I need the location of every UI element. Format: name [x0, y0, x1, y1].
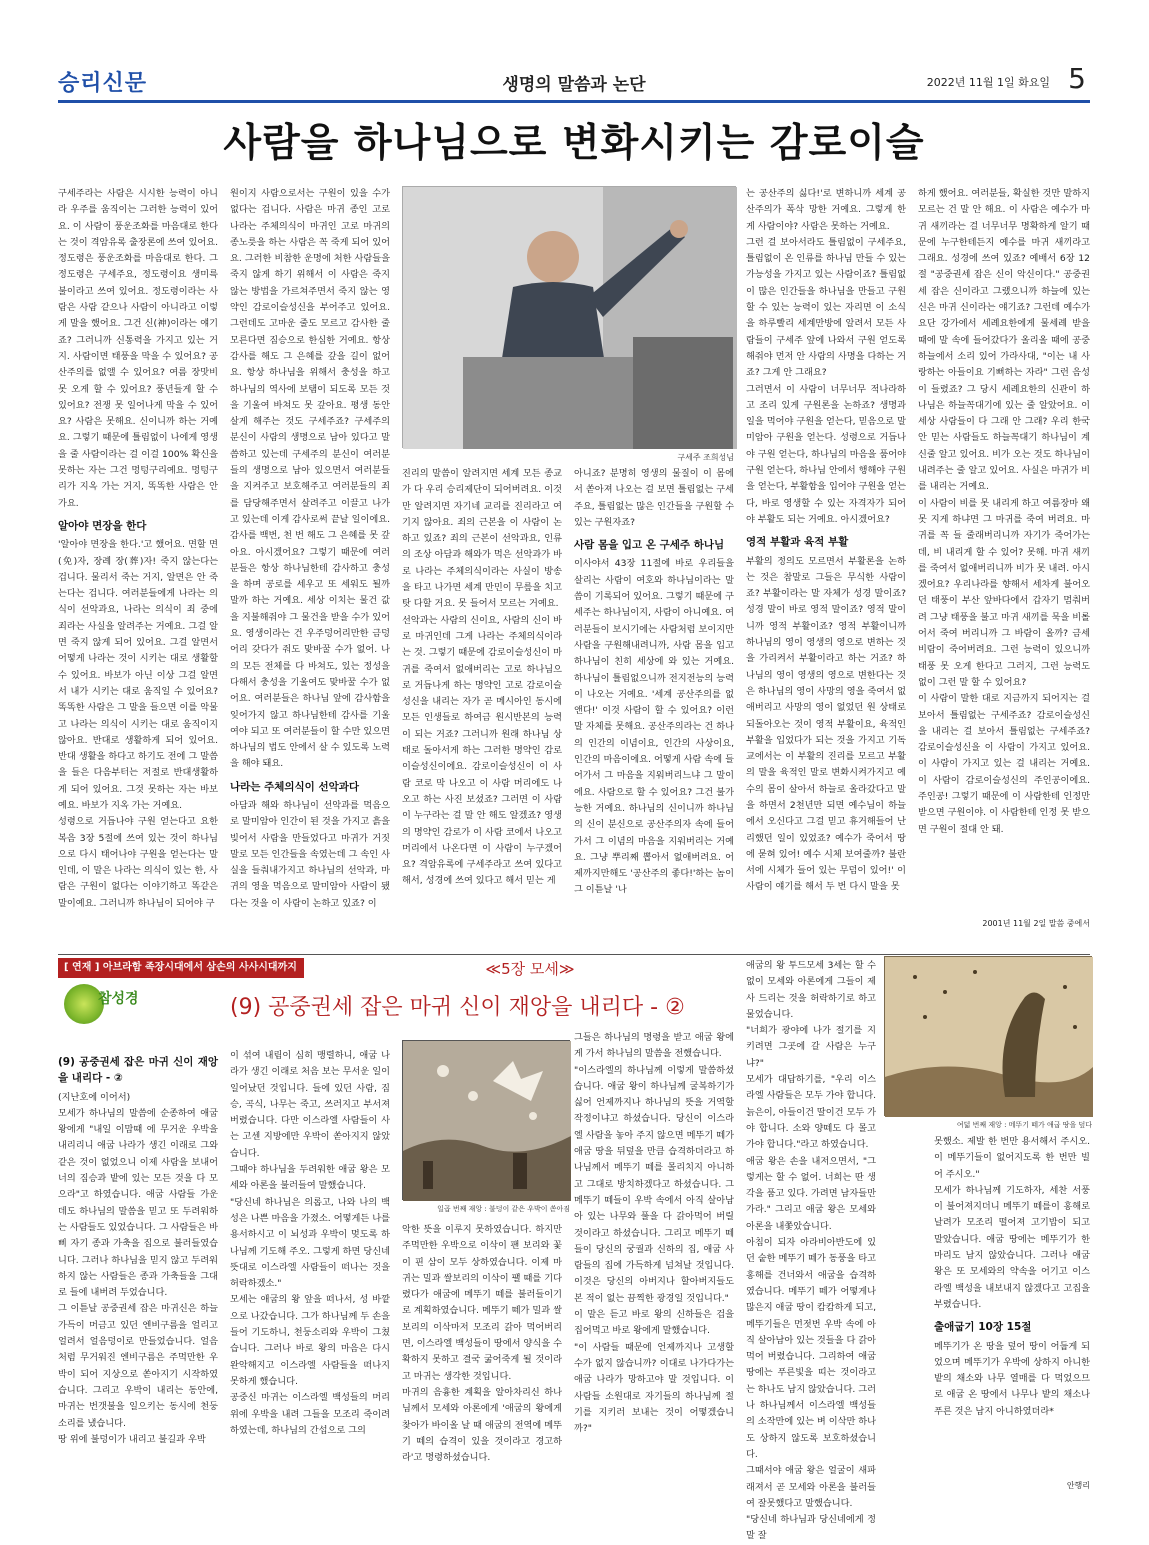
speaker-photo — [402, 186, 736, 448]
serial-paragraph: 그 이튿날 공중권세 잡은 마귀신은 하늘 가득이 머금고 있던 엔비구름을 얼리고 얼려서 얼음덩이로 만들었습니다. 얼음처럼 무거워진 엔비구름은 주먹만한 우박이 되어 지상으로 쏟아지기 시작하였습니다. 그리고 우박이 내리는 동안에, 마귀는 번갯불을 일으키는 동시에 천둥소리를 냈습니다. — [58, 1303, 218, 1429]
serial-paragraph: 아침이 되자 아라비아반도에 있던 숱한 메뚜기 떼가 동풍을 타고 홍해를 건너와서 애굽을 습격하였습니다. 메뚜기 떼가 어떻게나 많은지 애굽 땅이 캄캄하게 되고, 메뚜기들은 먼젓번 우박 속에 아직 살아남아 있는 것들을 다 갉아먹어 버렸습니다. 그리하여 애굽 땅에는 푸른빛을 띠는 것이라고는 하나도 남지 않았습니다. 그러나 하나님께서 이스라엘 백성들의 소작만에 있는 벼 이삭만 하나도 상하지 않도록 보호하셨습니다. — [746, 1237, 876, 1460]
article-paragraph: 그러면서 이 사람이 너무너무 적나라하고 조리 있게 구원론을 논하죠? 생명과일을 먹어야 구원을 얻는다, 믿음으로 말미암아 구원을 얻는다. 성령으로 거듭나야 구원 얻는다, 하나님의 마음을 품어야 구원 얻는다, 하나님 안에서 행해야 구원을 얻는다, 부활함을 입어야 구원을 얻는다, 바로 영생할 수 있는 자격자가 되어야 부활도 되는 거예요. 아시겠어요? — [746, 383, 906, 525]
serial-paragraph: 애굽의 왕 투드모세 3세는 할 수 없이 모세와 아론에게 그들이 제사 드리는 것을 허락하기로 하고 물었습니다. — [746, 960, 876, 1020]
article-column-1 — [58, 186, 218, 948]
serial-paragraph: 이 말은 듣고 바로 왕의 신하들은 겁을 집어먹고 바로 왕에게 말했습니다. — [574, 1309, 734, 1337]
serial-paragraph: "당신네 하나님과 당신네에게 정말 잘 — [746, 1514, 876, 1542]
serial-paragraph: 마귀의 음흉한 계획을 알아차리신 하나님께서 모세와 아론에게 '애굽의 왕에게 찾아가 바이올 날 때 애굽의 전역에 메뚜기 떼의 습격이 있을 것이라고 경고하라'고 명령하셨습니다. — [402, 1386, 562, 1464]
article-paragraph: 진리의 말씀이 알려지면 세계 모든 종교가 다 우리 승리제단이 되어버려요. 이것만 알려지면 자기네 교리를 진리라고 여기지 않아요. 죄의 근본을 이 사람이 논하고 있죠? 죄의 근본이 선악과요, 인류의 조상 아담과 해와가 먹은 선악과가 바로 나라는 주체의식이라는 사실이 방송을 타고 나가면 세계 만민이 무릎을 치고 탓 다할 거요. 못 들어서 모르는 거예요. — [402, 468, 562, 610]
speaker-photo-illustration — [403, 187, 737, 449]
article-paragraph: 성령으로 거듭나야 구원 얻는다고 요한복음 3장 5절에 쓰여 있는 것이 하나님으로 다시 태어나야 구원을 얻는다는 말인데, 이 말은 나라는 의식이 있는 한, 사람은 구원이 없다는 이야기하고 똑같은 말이예요. 그러니까 하나님이 되어야 구 — [58, 816, 218, 909]
article-paragraph: 하게 했어요. 여러분들, 확실한 것만 말하지 모르는 건 말 안 해요. 이 사람은 예수가 마귀 새끼라는 걸 너무너무 명확하게 알기 때문에 누구한테든지 예수를 마귀 새끼라고 그래요. 성경에 쓰여 있죠? 예배서 6장 12절 "공중권세 잡은 신이 악신이다." 공중권세 잡은 신이라고 그랬으니까 하늘에 있는 신은 마귀 신이라는 얘기죠? 그런데 예수가 요단 강가에서 세례요한에게 물세례 받을 때에 말 속에 들어갔다가 올리올 때에 공중하늘에서 소리 있어 가라사대, "이는 내 사랑하는 아들이요 기뻐하는 자라" 그런 음성이 들렸죠? 그 당시 세례요한의 신관이 하나님은 하늘꼭대기에 있는 줄 알았어요. 이 세상 사람들이 다 그래 안 그래? 우리 한국 안 믿는 사람들도 하늘꼭대기 하나님이 계신줄 알고 있어요. 비가 오는 것도 하나님이 내려주는 줄 알고 있어요. 사실은 마귀가 비를 내리는 거예요. — [918, 188, 1090, 493]
locust-caption: 여덟 번째 재앙 : 메뚜기 떼가 애굽 땅을 덮다 — [956, 1121, 1092, 1129]
scripture-reference: 출애굽기 10장 15절 — [934, 1321, 1032, 1334]
article-subheading: 나라는 주체의식이 선악과다 — [230, 780, 360, 793]
masthead — [58, 62, 1090, 100]
article-paragraph: 원이지 사람으로서는 구원이 있을 수가 없다는 겁니다. 사람은 마귀 종인 고로 나라는 주체의식이 마귀인 고로 마귀의 종노릇을 하는 사람은 꼭 죽게 되어 있어요. 그러한 비참한 운명에 처한 사람들을 죽지 않게 하기 위해서 이 사람은 죽지 않는 방법을 가르쳐주면서 죽지 않는 영약인 감로이슬성신을 부어주고 있어요. 그런데도 고마운 줄도 모르고 감사한 줄 모른다면 짐승으로 한심한 거예요. 항상 감사를 해도 그 은혜를 갚을 길이 없어요. 항상 하나님을 위해서 충성을 하고 하나님의 역사에 보탬이 되도록 모든 것을 기울여 바쳐도 못 갚아요. 평생 동안 살게 해주는 것도 구세주죠? 구세주의 분신이 사람의 생명으로 남아 있다고 말씀하고 있는데 구세주의 분신이 여러분들의 생명으로 남아 있으면서 여러분들을 지켜주고 보호해주고 여러분들의 죄를 담당해주면서 살려주고 이끌고 나가고 있는데 이게 감사로써 끝날 일이에요. 감사를 백번, 천 번 해도 그 은혜를 못 갚아요. 아시겠어요? 그렇기 때문에 여러분들은 항상 하나님한테 감사하고 충성을 하며 공로를 세우고 또 세워도 될까 말까 하는 거예요. 세상 이치는 물건 값을 지불해줘야 그 물건을 받을 수가 있어요. 영생이라는 건 우주덩어리만한 금덩어리 갖다가 줘도 맞바꿀 수가 없어. 나의 모든 전체를 다 바쳐도, 있는 정성을 다해서 충성을 기울여도 맞바꿀 수가 없어요. 여러분들은 하나님 앞에 감사함을 잊어가지 않고 하나님한테 감사를 기울여야 되고 또 여러분들이 할 수만 있으면 하나님의 법도 안에서 살 수 있도록 노력을 해야 돼요. — [230, 188, 390, 770]
scripture-quote: 메뚜기가 온 땅을 덮어 땅이 어둡게 되었으며 메뚜기가 우박에 상하지 아니한 밭의 채소와 나무 열매를 다 먹었으므로 애굽 온 땅에서 나무나 밭의 채소나 푸른 것은 남지 아니하였더라* — [934, 1340, 1090, 1417]
chapter-title: ≪5장 모세≫ — [485, 960, 575, 978]
serial-paragraph: 악한 뜻을 이루지 못하였습니다. 하지만 주먹만한 우박으로 이삭이 팬 보리와 꽃이 핀 삼이 모두 상하였습니다. 이제 마귀는 밀과 쌀보리의 이삭이 팰 때를 기다렸다가 애굽에 메뚜기 떼를 불러들이기로 계획하였습니다. 메뚜기 떼가 밀과 쌀보리의 이삭마저 모조리 갉아 먹어버리면, 이스라엘 백성들이 땅에서 양식을 수확하지 못하고 결국 굶어죽게 될 것이라고 마귀는 생각한 것입니다. — [402, 1224, 562, 1382]
section-title: 생명의 말씀과 논단 — [502, 75, 646, 95]
header-rule — [58, 100, 1090, 103]
article-subheading: 영적 부활과 육적 부활 — [746, 536, 849, 549]
article-paragraph: 아니죠? 분명히 영생의 물질이 이 몸에서 쏟아져 나오는 걸 보면 틀림없는 구세주요, 틀림없는 많은 인간들을 구원할 수 있는 구원자죠? — [574, 468, 734, 528]
article-subheading: 알아야 면장을 한다 — [58, 519, 147, 532]
article-column-6 — [918, 186, 1090, 912]
locust-illustration-image — [885, 957, 1093, 1117]
serial-paragraph: 이 섞여 내림이 심히 맹렬하니, 애굽 나라가 생긴 이래로 처음 보는 무서운 일이 일어났던 것입니다. 들에 있던 사람, 짐승, 곡식, 나무는 죽고, 쓰러지고 부서져 버렸습니다. 다만 이스라엘 사람들이 사는 고센 지방에만 우박이 쏟아지지 않았습니다. — [230, 1050, 390, 1159]
serial-headline: (9) 공중권세 잡은 마귀 신이 재앙을 내리다 - ② — [230, 995, 685, 1020]
article-paragraph: 부활의 정의도 모르면서 부활론을 논하는 것은 참말로 그들은 무식한 사람이죠? 부활이라는 말 자체가 성경 말이죠? 성경 말이 바로 영적 말이죠? 영적 말이니까 영적 부활이죠? 영적 부활이니까 하나님의 영이 영생의 영으로 변하는 것을 가리켜서 부활이라고 하는 거죠? 하나님의 영이 영생의 영으로 변한다는 것은 하나님의 영이 사망의 영을 죽여서 없애버리고 사망의 영이 없었던 원 상태로 되돌아오는 것이 영적 부활이요, 육적인 부활을 입었다가 되는 것을 가지고 기독교에서는 이 부활의 진리를 모르고 부활의 말을 육적인 말로 변화시켜가지고 예수의 몸이 살아서 하늘로 올라갔다고 말을 하면서 2천년만 되면 예수님이 하늘에서 오신다고 그걸 믿고 휴거해들어 난리했던 일이 있었죠? 예수가 죽어서 땅에 묻혀 있어! 예수 시체 보여줄까? 불란서에 시체가 들어 있는 무덤이 있어!' 이 사람이 얘기를 해서 두 번 다시 말을 못 — [746, 555, 906, 893]
article-paragraph: 는 공산주의 싫다!'로 변하니까 세계 공산주의가 폭삭 망한 거예요. 그렇게 한 게 사람이야? 사람은 못하는 거예요. — [746, 188, 906, 232]
issue-date: 2022년 11월 1일 화요일 — [926, 76, 1050, 89]
serial-paragraph: 애굽 왕은 손을 내저으면서, "그렇게는 할 수 없어. 너희는 딴 생각을 품고 있다. 가려면 남자들만 가라." 그리고 애굽 왕은 모세와 아론을 내쫓았습니다. — [746, 1155, 876, 1232]
article-subheading: 사람 몸을 입고 온 구세주 하나님 — [574, 539, 725, 552]
newspaper-logo: 승리신문 — [58, 71, 148, 96]
bible-logo-text: 참성경 — [98, 991, 139, 1007]
serial-paragraph: 모세는 애굽의 왕 앞을 떠나서, 성 바깥으로 나갔습니다. 그가 하나님께 두 손을 들어 기도하니, 천둥소리와 우박이 그쳤습니다. 그러나 바로 왕의 마음은 다시 완악해지고 이스라엘 사람들을 떠나지 못하게 했습니다. — [230, 1294, 390, 1387]
serial-paragraph: 그때야 하나님을 두려워한 애굽 왕은 모세와 아론을 불러들여 말했습니다. — [230, 1164, 390, 1192]
locust-illustration — [884, 956, 1092, 1116]
hail-illustration — [402, 1040, 570, 1200]
article-paragraph: '알아야 면장을 한다.'고 했어요. 면할 면(免)자, 장례 장(葬)자! 죽지 않는다는 겁니다. 물리서 죽는 거지, 알면은 안 죽는다는 겁니다. 여러분들에게 나라는 의식이 선악과요, 나라는 의식이 죄 중에 죄라는 사실을 알려주는 거예요. 그걸 알면 죽지 않게 되어 있어요. 그걸 알면서 어떻게 나라는 것이 시키는 대로 생활할 수 있어요. 바보가 아닌 이상 그걸 알면서 내가 시키는 대로 움직일 수 있어요? 똑똑한 사람은 그 말을 들으면 이를 악물고 나라는 의식이 시키는 대로 움직이지 않아요. 반대로 생활하게 되어 있어요. 반대 생활을 하다고 하기도 전에 그 말씀을 들은 다음부터는 저절로 반대생활하게 되어 있어요. 그것 못하는 자는 바보예요. 바보가 지옥 가는 거예요. — [58, 539, 218, 811]
article-source: 2001년 11월 2일 말씀 중에서 — [982, 919, 1090, 928]
serial-paragraph: 못했소. 제발 한 번만 용서해서 주시오. 이 메뚜기들이 없어지도록 한 번만 빌어 주시오." — [934, 1136, 1090, 1180]
page-number: 5 — [1068, 62, 1086, 95]
serial-paragraph: 그때서야 애굽 왕은 얼굴이 새파래져서 곧 모세와 아론을 불러들여 잘못했다고 말했습니다. — [746, 1465, 876, 1509]
serial-paragraph: "당신네 하나님은 의롭고, 나와 나의 백성은 나쁜 마음을 가졌소. 어떻게든 나를 용서하시고 이 뇌성과 우박이 멎도록 하나님께 기도해 주오. 그렇게 하면 당신네 뜻대로 이스라엘 사람들이 떠나는 것을 허락하겠소." — [230, 1196, 390, 1290]
serial-paragraph: 모세가 대답하기를, "우리 이스라엘 사람들은 모두 가야 합니다. 늙은이, 아들이건 딸이건 모두 가야 합니다. 소와 양떼도 다 몰고 가야 합니다."라고 하였습니다. — [746, 1074, 876, 1151]
serial-paragraph: 땅 위에 불덩이가 내리고 불길과 우박 — [58, 1433, 206, 1445]
serial-column-2 — [230, 1048, 390, 1496]
serial-paragraph: 그들은 하나님의 명령을 받고 애굽 왕에게 가서 하나님의 말씀을 전했습니다. — [574, 1032, 734, 1060]
article-column-4 — [574, 466, 734, 948]
serial-column-3 — [402, 1222, 562, 1496]
article-paragraph: 아담과 해와 하나님이 선악과를 먹음으로 말미암아 인간이 된 것을 가지고 흙을 빚어서 사람을 만들었다고 마귀가 거짓말로 모든 인간들을 속였는데 그 속인 사실을 들춰내가지고 하나님의 선악과, 마귀의 영을 먹음으로 말미암아 사람이 됐다는 것을 이 사람이 논하고 있죠? 이 — [230, 799, 390, 909]
serial-paragraph: "이 사람들 때문에 언제까지나 고생할 수가 없지 않습니까? 이대로 나가다가는 애굽 나라가 망하고야 말 것입니다. 이 사람들 소원대로 자기들의 하나님께 절기를 지키러 보내는 것이 어떻겠습니까?" — [574, 1341, 734, 1435]
article-paragraph: 구세주라는 사람은 시시한 능력이 아니라 우주를 움직이는 그러한 능력이 있어요. 이 사람이 풍운조화를 마음대로 한다는 것이 격암유록 출장론에 쓰여 있어요. 정도령은 풍운조화를 마음대로 한다. 그 정도령은 구세주요, 정도령이요 생미륵불이라고 쓰여 있어요. 정도령이라는 사람은 사람 같으나 사람이 아니라고 이렇게 말을 했어요. 그건 신(神)이라는 얘기죠? 그러니까 신통력을 가지고 있는 거지. 사람이면 태풍을 막을 수 있어요? 공산주의를 없앨 수 있어요? 여름 장맛비 못 오게 할 수 있어요? 풍년들게 할 수 있어요? 전쟁 못 일어나게 막을 수 있어요? 사람은 못해요. 신이니까 하는 거예요. 그렇기 때문에 틀림없이 나에게 영생을 줄 사람이라는 걸 이걸 100% 확신을 못하는 자는 그건 멍텅구리예요. 멍텅구리가 지옥 가는 거지, 똑똑한 사람은 안 가요. — [58, 188, 218, 509]
serial-paragraph: 모세가 하나님의 말씀에 순종하여 애굽 왕에게 "내일 이맘때 에 무거운 우박을 내리리니 애굽 나라가 생긴 이래로 그와 같은 것이 없었으니 이제 사람을 보내어 너의 짐승과 밭에 있는 모든 것을 다 모으라"고 하였습니다. 애굽 사람들 가운데도 하나님의 말씀을 믿고 또 두려워하는 사람들도 있었습니다. 그 사람들은 바삐 자기 종과 가축을 집으로 불러들였습니다. 그러나 하나님을 믿지 않고 두려워하지 않는 사람들은 종과 가축들을 그대로 들에 내버려 두었습니다. — [58, 1107, 218, 1299]
serial-column-6 — [934, 1134, 1090, 1480]
serial-column-5 — [746, 958, 876, 1542]
serial-label: [ 연재 ] 아브라함 족장시대에서 삼손의 사사시대까지 — [58, 958, 304, 978]
article-paragraph: 이사야서 43장 11절에 바로 우리들을 살리는 사람이 여호와 하나님이라는 말씀이 기록되어 있어요. 그렇기 때문에 구세주는 하나님이지, 사람이 아니예요. 여러분들이 보시기에는 사람처럼 보이지만 사람을 구원해내려니까, 사람 몸을 입고 하나님이 친히 세상에 와 있는 거예요. 하나님이 틀림없으니까 전지전능의 능력이 나오는 거예요. '세계 공산주의를 없앤다!' 이것 사람이 할 수 있어요? 이런 말 자체를 못해요. 공산주의라는 건 하나의 인간의 이념이요, 인간의 사상이요, 인간의 마음이에요. 어떻게 사람 속에 들어가서 그 마음을 지워버리느냐 그 말이에요. 사람으로 할 수 있어요? 그건 불가능한 거예요. 하나님의 신이니까 하나님의 신이 분신으로 공산주의자 속에 들어가서 그 이념의 마음을 지워버리는 거예요. 그냥 뿌리째 뽑아서 없애버려요. 어제까지만해도 '공산주의 좋다!'하는 놈이 그 이튿날 '나 — [574, 558, 734, 896]
hail-illustration-image — [403, 1041, 571, 1201]
serial-author: 안행리 — [1066, 1481, 1090, 1490]
article-column-5 — [746, 186, 906, 948]
serial-paragraph: "너희가 광야에 나가 절기를 지키려면 그곳에 갈 사람은 누구냐?" — [746, 1025, 876, 1069]
serial-subheading: (9) 공중권세 잡은 마귀 신이 재앙을 내리다 - ② — [58, 1056, 218, 1085]
serial-column-4 — [574, 1030, 734, 1496]
article-paragraph: 그런 걸 보아서라도 틀림없이 구세주요, 틀림없이 온 인류를 하나님 만들 수 있는 가능성을 가지고 있는 사람이죠? 틀림없이 많은 인간들을 하나님을 만들고 구원할 수 있는 능력이 있는 자리면 이 소식을 하루빨리 세계만방에 알려서 모든 사람들이 구세주 앞에 나와서 구원 얻도록 해줘야 먼저 안 사람의 사명을 다하는 거죠? 그게 안 그래요? — [746, 236, 906, 379]
serial-note: (지난호에 이어서) — [58, 1091, 131, 1103]
photo-caption: 구세주 조희성님 — [677, 453, 734, 462]
main-headline: 사람을 하나님으로 변화시키는 감로이슬 — [223, 121, 925, 166]
article-paragraph: 이 사람이 비를 못 내리게 하고 여름장마 왜 못 지게 하냐면 그 마귀를 죽여 버려요. 마귀를 꼭 들 줄래버리니까 자기가 죽어가는데, 비 내리게 할 수 있어? 못해. 마귀 새끼를 죽여서 없애버리니까 비가 못 내려. 아시겠어요? 우리나라를 향해서 세차게 불어오던 태풍이 부산 앞바다에서 갑자기 멈춰버려 그냥 태풍을 불고 마귀 새끼를 묵을 비롤어서 죽여 버리니까 그 바람이 올까? 금세 비람이 죽어버려요. 그런 능력이 있으니까 태풍 못 오게 한다고 그러지, 그런 능력도 없이 그런 말 할 수 있어요? — [918, 497, 1090, 688]
article-paragraph: 선악과는 사람의 신이요, 사람의 신이 바로 마귀인데 그게 나라는 주체의식이라는 것. 그렇기 때문에 감로이슬성신이 마귀를 죽여서 없애버리는 고로 하나님으로 거듭나게 하는 명약인 고로 감로이슬성신을 내리는 자가 곧 메시아인 동시에 모든 인생들로 하여금 원시반본의 능력이 되는 거죠? 그러니까 원래 하나님 상태로 돌아서게 하는 그러한 명약인 감로이슬성신이에요. 감로이슬성신이 이 사람 코로 막 나오고 이 사람 머리에도 나오고 하는 사진 보셨죠? 그러면 이 사람이 누구라는 걸 말 안 해도 알겠죠? 영생의 명약인 감로가 이 사람 코에서 나오고 머리에서 나온다면 이 사람이 누구겠어요? 격암유록에 구세주라고 쓰여 있다고 해서, 성경에 쓰여 있다고 해서 믿는 게 — [402, 614, 562, 887]
serial-paragraph: "이스라엘의 하나님께 이렇게 말씀하셨습니다. 애굽 왕이 하나님께 굴복하기가 싫어 언제까지나 하나님의 뜻을 거역할 작정이냐고 하셨습니다. 당신이 이스라엘 사람을 놓아 주지 않으면 메뚜기 떼가 애굽 땅을 뒤덮을 만큼 습격하더라고 하나님께서 메뚜기 떼를 몰리치지 아니하고 그대로 방치하겠다고 하셨습니다. 그 메뚜기 떼들이 우박 속에서 아직 살아남아 있는 나무와 풀을 다 갉아먹어 버릴 것이라고 하셨습니다. 그리고 메뚜기 떼들이 당신의 궁궐과 신하의 집, 애굽 사람들의 집에 가득하게 넘쳐날 것입니다. 이것은 당신의 아버지나 할아버지들도 본 적이 없는 끔찍한 광경일 것입니다." — [574, 1064, 734, 1304]
hail-caption: 일곱 번째 재앙 : 불덩이 같은 우박이 쏟아짐 — [437, 1205, 570, 1213]
serial-paragraph: 모세가 하나님께 기도하자, 세찬 서풍이 불어져지더니 메뚜기 떼를이 홍해로 날려가 모조리 떨어져 고기밥이 되고 말았습니다. 애굽 땅에는 메뚜기가 한 마리도 남지 않았습니다. 그러나 애굽 왕은 또 모세와의 약속을 어기고 이스라엘 백성을 내보내지 않겠다고 고집을 부렸습니다. — [934, 1184, 1090, 1310]
serial-column-1 — [58, 1048, 218, 1496]
article-paragraph: 이 사람이 말한 대로 지금까지 되어지는 걸 보아서 틀림없는 구세주죠? 감로이슬성신을 내리는 걸 보아서 틀림없는 구세주죠? 감로이슬성신을 이 사람이 가지고 있어요. 이 사람이 가지고 있는 걸 내리는 거예요. 이 사람이 감로이슬성신의 주인공이에요. 주인공! 그렇기 때문에 이 사람한테 인정만 받으면 구원이야. 이 사람한테 인정 못 받으면 구원이 절대 안 돼. — [918, 693, 1090, 835]
article-column-3 — [402, 466, 562, 948]
serial-paragraph: 공중신 마귀는 이스라엘 백성들의 머리 위에 우박을 내려 그들을 모조리 죽이려 하였는데, 하나님의 간섭으로 그의 — [230, 1392, 390, 1436]
section-divider — [58, 954, 1090, 955]
article-column-2 — [230, 186, 390, 948]
